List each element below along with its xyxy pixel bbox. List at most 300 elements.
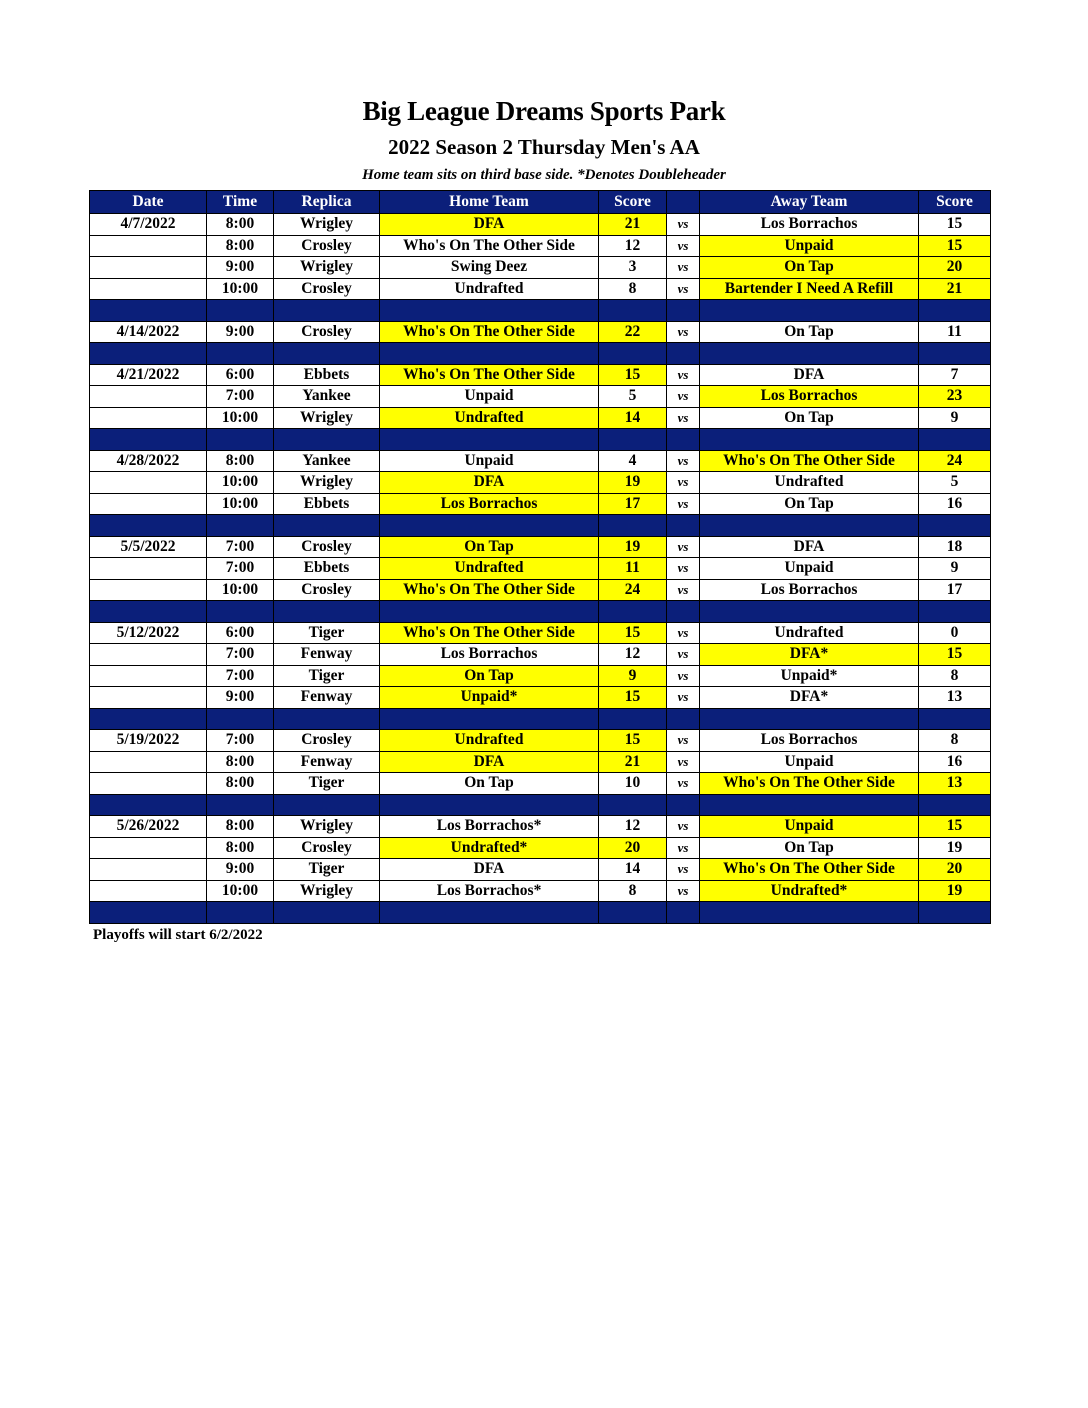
separator-cell xyxy=(380,794,599,816)
game-date: 5/26/2022 xyxy=(90,816,207,838)
game-time: 8:00 xyxy=(207,214,274,236)
home-score: 14 xyxy=(599,859,667,881)
separator-cell xyxy=(700,515,919,537)
vs-label: vs xyxy=(667,472,700,494)
schedule-body xyxy=(90,214,991,924)
home-score: 15 xyxy=(599,364,667,386)
game-time: 10:00 xyxy=(207,472,274,494)
game-replica: Wrigley xyxy=(274,214,380,236)
separator-cell xyxy=(207,794,274,816)
away-team: On Tap xyxy=(700,321,919,343)
away-team: Los Borrachos xyxy=(700,579,919,601)
away-team: On Tap xyxy=(700,493,919,515)
game-date xyxy=(90,558,207,580)
game-row xyxy=(90,730,991,752)
game-row xyxy=(90,773,991,795)
separator-row xyxy=(90,515,991,537)
away-team: Who's On The Other Side xyxy=(700,450,919,472)
home-team: On Tap xyxy=(380,536,599,558)
game-time: 10:00 xyxy=(207,407,274,429)
col-header-away-team: Away Team xyxy=(700,191,919,214)
game-date xyxy=(90,257,207,279)
game-time: 9:00 xyxy=(207,687,274,709)
game-date xyxy=(90,235,207,257)
game-time: 10:00 xyxy=(207,880,274,902)
home-score: 12 xyxy=(599,235,667,257)
separator-cell xyxy=(599,429,667,451)
separator-cell xyxy=(700,708,919,730)
home-score: 9 xyxy=(599,665,667,687)
vs-label: vs xyxy=(667,859,700,881)
separator-cell xyxy=(90,794,207,816)
game-replica: Wrigley xyxy=(274,816,380,838)
home-team: Who's On The Other Side xyxy=(380,235,599,257)
header-row xyxy=(90,191,991,214)
away-team: Who's On The Other Side xyxy=(700,859,919,881)
game-replica: Fenway xyxy=(274,644,380,666)
game-time: 7:00 xyxy=(207,644,274,666)
vs-label: vs xyxy=(667,235,700,257)
home-team: Unpaid* xyxy=(380,687,599,709)
away-team: Undrafted* xyxy=(700,880,919,902)
col-header-away-score: Score xyxy=(919,191,991,214)
game-date xyxy=(90,493,207,515)
home-team: Unpaid xyxy=(380,450,599,472)
game-row xyxy=(90,472,991,494)
separator-cell xyxy=(919,343,991,365)
game-row xyxy=(90,214,991,236)
game-row xyxy=(90,257,991,279)
separator-cell xyxy=(90,300,207,322)
col-header-date: Date xyxy=(90,191,207,214)
game-row xyxy=(90,407,991,429)
game-time: 7:00 xyxy=(207,386,274,408)
vs-label: vs xyxy=(667,321,700,343)
game-replica: Wrigley xyxy=(274,472,380,494)
home-team: DFA xyxy=(380,751,599,773)
separator-cell xyxy=(90,708,207,730)
separator-cell xyxy=(599,300,667,322)
separator-cell xyxy=(274,343,380,365)
away-team: DFA xyxy=(700,364,919,386)
separator-cell xyxy=(90,902,207,924)
separator-row xyxy=(90,429,991,451)
game-time: 9:00 xyxy=(207,257,274,279)
home-score: 22 xyxy=(599,321,667,343)
away-team: Unpaid xyxy=(700,816,919,838)
away-score: 19 xyxy=(919,880,991,902)
game-time: 7:00 xyxy=(207,536,274,558)
vs-label: vs xyxy=(667,816,700,838)
separator-cell xyxy=(919,300,991,322)
separator-cell xyxy=(667,794,700,816)
game-date xyxy=(90,579,207,601)
game-replica: Crosley xyxy=(274,579,380,601)
game-replica: Tiger xyxy=(274,773,380,795)
game-replica: Crosley xyxy=(274,321,380,343)
away-score: 16 xyxy=(919,493,991,515)
separator-cell xyxy=(274,708,380,730)
away-score: 16 xyxy=(919,751,991,773)
separator-row xyxy=(90,902,991,924)
separator-row xyxy=(90,300,991,322)
game-replica: Wrigley xyxy=(274,257,380,279)
separator-cell xyxy=(90,515,207,537)
game-replica: Ebbets xyxy=(274,493,380,515)
separator-cell xyxy=(380,902,599,924)
page-title: Big League Dreams Sports Park xyxy=(362,96,726,126)
col-header-home-team: Home Team xyxy=(380,191,599,214)
separator-cell xyxy=(667,515,700,537)
separator-cell xyxy=(207,300,274,322)
home-score: 12 xyxy=(599,644,667,666)
away-score: 15 xyxy=(919,214,991,236)
away-team: Los Borrachos xyxy=(700,214,919,236)
schedule-table xyxy=(89,190,991,924)
away-score: 9 xyxy=(919,558,991,580)
home-team: Unpaid xyxy=(380,386,599,408)
separator-cell xyxy=(700,343,919,365)
home-team: Swing Deez xyxy=(380,257,599,279)
game-replica: Yankee xyxy=(274,450,380,472)
vs-label: vs xyxy=(667,773,700,795)
separator-cell xyxy=(380,708,599,730)
away-team: DFA* xyxy=(700,687,919,709)
col-header-replica: Replica xyxy=(274,191,380,214)
game-row xyxy=(90,880,991,902)
game-time: 6:00 xyxy=(207,622,274,644)
game-time: 6:00 xyxy=(207,364,274,386)
game-replica: Crosley xyxy=(274,730,380,752)
game-date xyxy=(90,773,207,795)
away-score: 19 xyxy=(919,837,991,859)
home-score: 12 xyxy=(599,816,667,838)
game-time: 8:00 xyxy=(207,773,274,795)
game-row xyxy=(90,558,991,580)
home-team: Undrafted xyxy=(380,558,599,580)
game-date xyxy=(90,687,207,709)
game-date xyxy=(90,407,207,429)
vs-label: vs xyxy=(667,386,700,408)
game-row xyxy=(90,386,991,408)
away-team: DFA* xyxy=(700,644,919,666)
home-score: 8 xyxy=(599,278,667,300)
separator-cell xyxy=(599,902,667,924)
separator-cell xyxy=(667,708,700,730)
away-team: Unpaid xyxy=(700,235,919,257)
separator-cell xyxy=(274,794,380,816)
home-team: Who's On The Other Side xyxy=(380,579,599,601)
home-team: Who's On The Other Side xyxy=(380,622,599,644)
separator-cell xyxy=(599,601,667,623)
away-team: Undrafted xyxy=(700,622,919,644)
home-team: Los Borrachos xyxy=(380,493,599,515)
vs-label: vs xyxy=(667,214,700,236)
game-replica: Ebbets xyxy=(274,558,380,580)
game-date xyxy=(90,837,207,859)
game-time: 8:00 xyxy=(207,751,274,773)
home-score: 20 xyxy=(599,837,667,859)
separator-row xyxy=(90,601,991,623)
home-team: Los Borrachos xyxy=(380,644,599,666)
game-date: 4/7/2022 xyxy=(90,214,207,236)
home-score: 17 xyxy=(599,493,667,515)
game-date: 4/21/2022 xyxy=(90,364,207,386)
vs-label: vs xyxy=(667,644,700,666)
away-team: Los Borrachos xyxy=(700,386,919,408)
home-team: DFA xyxy=(380,859,599,881)
game-date xyxy=(90,859,207,881)
separator-cell xyxy=(274,429,380,451)
vs-label: vs xyxy=(667,278,700,300)
separator-row xyxy=(90,794,991,816)
game-date xyxy=(90,644,207,666)
separator-cell xyxy=(380,429,599,451)
game-row xyxy=(90,321,991,343)
away-score: 15 xyxy=(919,816,991,838)
away-team: Bartender I Need A Refill xyxy=(700,278,919,300)
separator-cell xyxy=(599,794,667,816)
game-date xyxy=(90,472,207,494)
home-team: Los Borrachos* xyxy=(380,880,599,902)
vs-label: vs xyxy=(667,407,700,429)
home-team: Los Borrachos* xyxy=(380,816,599,838)
game-replica: Tiger xyxy=(274,859,380,881)
home-score: 14 xyxy=(599,407,667,429)
vs-label: vs xyxy=(667,622,700,644)
separator-cell xyxy=(919,794,991,816)
game-date xyxy=(90,386,207,408)
separator-cell xyxy=(207,429,274,451)
separator-cell xyxy=(667,902,700,924)
away-team: Unpaid xyxy=(700,558,919,580)
game-row xyxy=(90,235,991,257)
separator-cell xyxy=(90,343,207,365)
separator-cell xyxy=(599,343,667,365)
game-date xyxy=(90,278,207,300)
away-team: Who's On The Other Side xyxy=(700,773,919,795)
separator-cell xyxy=(274,601,380,623)
away-score: 7 xyxy=(919,364,991,386)
game-date xyxy=(90,880,207,902)
game-date xyxy=(90,665,207,687)
home-team: Undrafted* xyxy=(380,837,599,859)
away-team: On Tap xyxy=(700,837,919,859)
col-header-home-score: Score xyxy=(599,191,667,214)
vs-label: vs xyxy=(667,493,700,515)
home-score: 3 xyxy=(599,257,667,279)
game-replica: Fenway xyxy=(274,687,380,709)
vs-label: vs xyxy=(667,665,700,687)
game-replica: Crosley xyxy=(274,235,380,257)
separator-row xyxy=(90,343,991,365)
separator-cell xyxy=(90,601,207,623)
game-time: 10:00 xyxy=(207,579,274,601)
separator-cell xyxy=(274,515,380,537)
vs-label: vs xyxy=(667,837,700,859)
game-replica: Wrigley xyxy=(274,880,380,902)
separator-cell xyxy=(700,794,919,816)
game-row xyxy=(90,751,991,773)
away-score: 13 xyxy=(919,687,991,709)
vs-label: vs xyxy=(667,579,700,601)
away-score: 8 xyxy=(919,730,991,752)
away-score: 15 xyxy=(919,644,991,666)
vs-label: vs xyxy=(667,536,700,558)
away-score: 18 xyxy=(919,536,991,558)
separator-cell xyxy=(667,429,700,451)
game-time: 10:00 xyxy=(207,278,274,300)
vs-label: vs xyxy=(667,880,700,902)
home-score: 19 xyxy=(599,536,667,558)
game-date: 4/28/2022 xyxy=(90,450,207,472)
vs-label: vs xyxy=(667,558,700,580)
separator-cell xyxy=(919,429,991,451)
separator-cell xyxy=(207,343,274,365)
away-team: Unpaid xyxy=(700,751,919,773)
separator-cell xyxy=(700,429,919,451)
game-date: 5/12/2022 xyxy=(90,622,207,644)
game-time: 7:00 xyxy=(207,558,274,580)
season-subtitle: 2022 Season 2 Thursday Men's AA xyxy=(388,135,700,159)
game-time: 10:00 xyxy=(207,493,274,515)
home-team: Who's On The Other Side xyxy=(380,364,599,386)
away-score: 9 xyxy=(919,407,991,429)
game-row xyxy=(90,859,991,881)
separator-cell xyxy=(700,601,919,623)
schedule-note: Home team sits on third base side. *Denotes Doubleheader xyxy=(362,167,726,183)
home-score: 21 xyxy=(599,214,667,236)
game-replica: Crosley xyxy=(274,536,380,558)
home-team: Undrafted xyxy=(380,730,599,752)
away-score: 11 xyxy=(919,321,991,343)
game-date: 5/19/2022 xyxy=(90,730,207,752)
away-score: 5 xyxy=(919,472,991,494)
game-row xyxy=(90,837,991,859)
game-row xyxy=(90,536,991,558)
home-team: On Tap xyxy=(380,665,599,687)
away-team: DFA xyxy=(700,536,919,558)
separator-cell xyxy=(207,515,274,537)
home-score: 15 xyxy=(599,730,667,752)
separator-cell xyxy=(919,515,991,537)
home-team: Undrafted xyxy=(380,407,599,429)
game-row xyxy=(90,579,991,601)
separator-cell xyxy=(667,601,700,623)
home-score: 15 xyxy=(599,687,667,709)
game-row xyxy=(90,493,991,515)
home-score: 5 xyxy=(599,386,667,408)
separator-cell xyxy=(380,601,599,623)
vs-label: vs xyxy=(667,687,700,709)
separator-cell xyxy=(90,429,207,451)
game-time: 7:00 xyxy=(207,730,274,752)
separator-cell xyxy=(667,300,700,322)
game-replica: Crosley xyxy=(274,278,380,300)
separator-cell xyxy=(274,902,380,924)
away-score: 15 xyxy=(919,235,991,257)
home-score: 10 xyxy=(599,773,667,795)
home-score: 15 xyxy=(599,622,667,644)
home-score: 8 xyxy=(599,880,667,902)
separator-cell xyxy=(667,343,700,365)
separator-row xyxy=(90,708,991,730)
game-row xyxy=(90,687,991,709)
game-row xyxy=(90,816,991,838)
game-row xyxy=(90,644,991,666)
game-time: 8:00 xyxy=(207,235,274,257)
away-score: 17 xyxy=(919,579,991,601)
separator-cell xyxy=(599,708,667,730)
game-time: 8:00 xyxy=(207,816,274,838)
separator-cell xyxy=(207,601,274,623)
home-score: 19 xyxy=(599,472,667,494)
vs-label: vs xyxy=(667,730,700,752)
home-team: On Tap xyxy=(380,773,599,795)
away-score: 21 xyxy=(919,278,991,300)
game-replica: Fenway xyxy=(274,751,380,773)
vs-label: vs xyxy=(667,450,700,472)
game-time: 9:00 xyxy=(207,859,274,881)
game-replica: Yankee xyxy=(274,386,380,408)
game-date: 4/14/2022 xyxy=(90,321,207,343)
separator-cell xyxy=(207,708,274,730)
home-score: 4 xyxy=(599,450,667,472)
away-score: 20 xyxy=(919,257,991,279)
game-date: 5/5/2022 xyxy=(90,536,207,558)
game-time: 8:00 xyxy=(207,450,274,472)
away-score: 20 xyxy=(919,859,991,881)
vs-label: vs xyxy=(667,364,700,386)
separator-cell xyxy=(599,515,667,537)
separator-cell xyxy=(919,902,991,924)
game-replica: Tiger xyxy=(274,665,380,687)
game-replica: Crosley xyxy=(274,837,380,859)
game-row xyxy=(90,665,991,687)
separator-cell xyxy=(700,902,919,924)
home-team: Who's On The Other Side xyxy=(380,321,599,343)
separator-cell xyxy=(700,300,919,322)
away-score: 23 xyxy=(919,386,991,408)
home-score: 21 xyxy=(599,751,667,773)
game-replica: Wrigley xyxy=(274,407,380,429)
home-team: Undrafted xyxy=(380,278,599,300)
separator-cell xyxy=(380,300,599,322)
separator-cell xyxy=(207,902,274,924)
home-team: DFA xyxy=(380,472,599,494)
game-time: 9:00 xyxy=(207,321,274,343)
separator-cell xyxy=(919,601,991,623)
home-score: 11 xyxy=(599,558,667,580)
col-header-time: Time xyxy=(207,191,274,214)
game-row xyxy=(90,364,991,386)
separator-cell xyxy=(274,300,380,322)
home-score: 24 xyxy=(599,579,667,601)
game-replica: Tiger xyxy=(274,622,380,644)
away-score: 0 xyxy=(919,622,991,644)
separator-cell xyxy=(919,708,991,730)
vs-label: vs xyxy=(667,257,700,279)
away-team: On Tap xyxy=(700,257,919,279)
separator-cell xyxy=(380,343,599,365)
game-time: 8:00 xyxy=(207,837,274,859)
away-team: Undrafted xyxy=(700,472,919,494)
away-team: Unpaid* xyxy=(700,665,919,687)
away-score: 8 xyxy=(919,665,991,687)
away-team: On Tap xyxy=(700,407,919,429)
game-time: 7:00 xyxy=(207,665,274,687)
playoffs-note: Playoffs will start 6/2/2022 xyxy=(93,927,263,943)
